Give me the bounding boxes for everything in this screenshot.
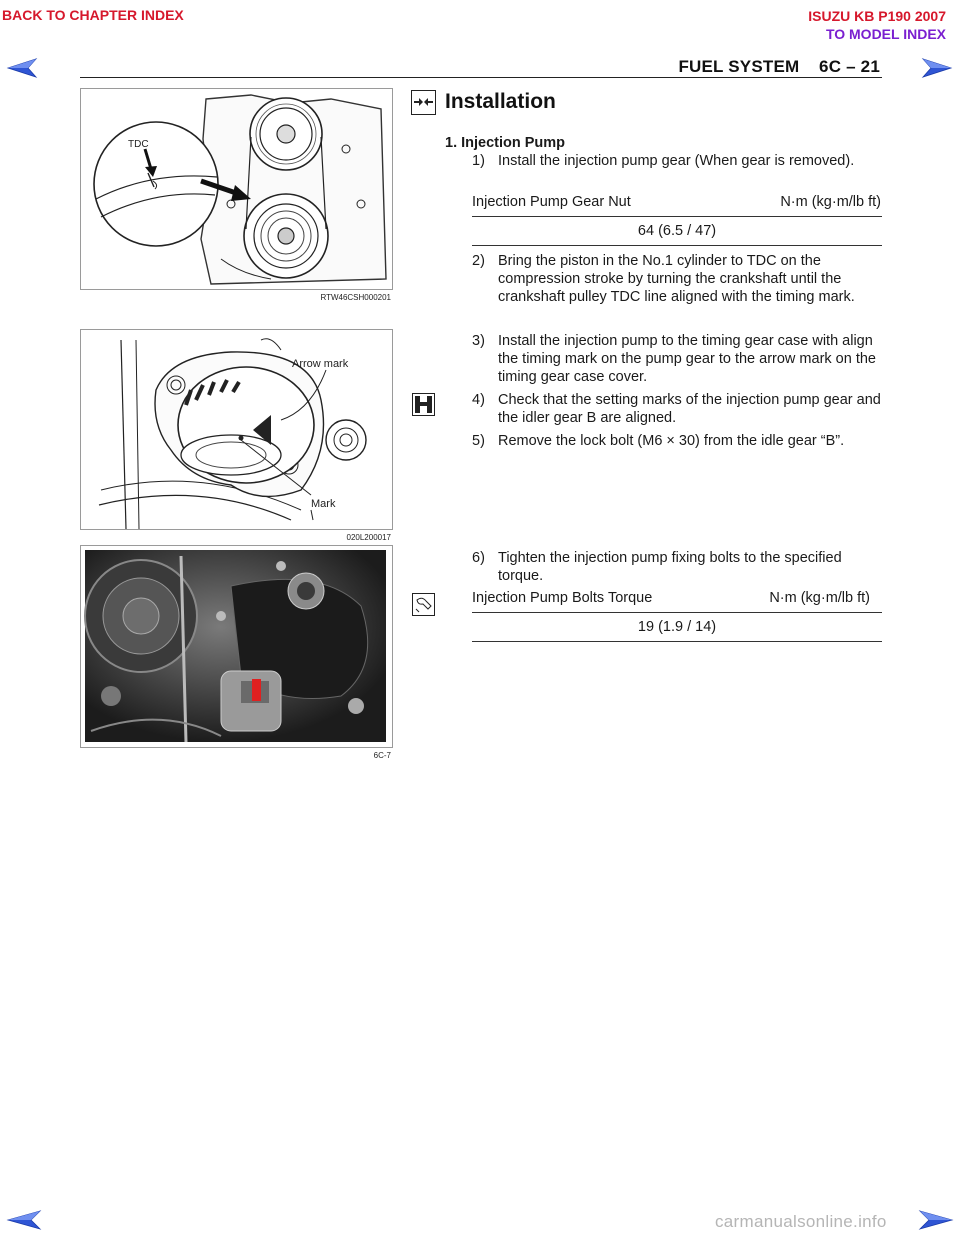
- step-text: Install the injection pump to the timing gear case with align the timing mark on the pump gear to the arrow mark on the timing gear case cover.: [498, 333, 876, 385]
- prev-page-icon[interactable]: [6, 58, 38, 78]
- step-number: 5): [472, 433, 485, 449]
- pump-photo-illustration: [81, 546, 392, 747]
- step-text: Install the injection pump gear (When gear is removed).: [498, 153, 855, 169]
- step-text: Tighten the injection pump fixing bolts to the specified torque.: [498, 550, 842, 584]
- spec-bolts-value: 19 (1.9 / 14): [637, 619, 717, 635]
- step-number: 1): [472, 153, 485, 169]
- prev-page-icon[interactable]: [6, 1210, 42, 1230]
- next-page-icon[interactable]: [918, 1210, 954, 1230]
- figure-timing-marks: [80, 329, 393, 530]
- spec-rule: [472, 641, 882, 642]
- watermark-text: carmanualsonline.info: [715, 1212, 887, 1231]
- subheading: 1. Injection Pump: [445, 135, 566, 151]
- step-text: Bring the piston in the No.1 cylinder to TDC on the compression stroke by turning the crankshaft until the crankshaft pulley TDC line aligned with the timing mark.: [498, 253, 855, 305]
- step-number: 2): [472, 253, 485, 269]
- to-model-index-link[interactable]: TO MODEL INDEX: [825, 26, 946, 42]
- spec-gear-label: Injection Pump Gear Nut: [472, 194, 631, 210]
- mark-label: Mark: [311, 498, 336, 510]
- back-to-chapter-index-link[interactable]: BACK TO CHAPTER INDEX: [2, 7, 184, 23]
- install-icon: [411, 90, 436, 115]
- tighten-icon: [412, 593, 435, 616]
- step-number: 4): [472, 392, 485, 408]
- spec-rule: [472, 216, 882, 217]
- header-rule: [80, 77, 882, 78]
- spec-gear-value: 64 (6.5 / 47): [637, 223, 717, 239]
- figure-caption: 6C-7: [373, 751, 391, 760]
- step-number: 6): [472, 550, 485, 566]
- step-text: Check that the setting marks of the injection pump gear and the idler gear B are aligned.: [498, 392, 881, 426]
- figure-crankshaft-pulley: [80, 88, 393, 290]
- spec-rule: [472, 245, 882, 246]
- step-number: 3): [472, 333, 485, 349]
- inspect-icon: [412, 393, 435, 416]
- spec-rule: [472, 612, 882, 613]
- next-page-icon[interactable]: [921, 58, 953, 78]
- page-header-title: FUEL SYSTEM 6C – 21: [678, 57, 880, 76]
- figure-pump-photo: [80, 545, 393, 748]
- crankshaft-pulley-illustration: [81, 89, 392, 289]
- timing-marks-illustration: [81, 330, 392, 529]
- spec-gear-unit: N·m (kg·m/lb ft): [780, 194, 881, 210]
- spec-bolts-unit: N·m (kg·m/lb ft): [769, 590, 870, 606]
- arrow-mark-label: Arrow mark: [292, 358, 349, 370]
- section-title: Installation: [445, 90, 556, 113]
- model-title-link[interactable]: ISUZU KB P190 2007: [808, 8, 946, 24]
- spec-bolts-label: Injection Pump Bolts Torque: [472, 590, 653, 606]
- figure-caption: 020L200017: [346, 533, 391, 542]
- figure-caption: RTW46CSH000201: [320, 293, 391, 302]
- tdc-label: TDC: [128, 139, 149, 150]
- step-text: Remove the lock bolt (M6 × 30) from the idle gear “B”.: [498, 433, 845, 449]
